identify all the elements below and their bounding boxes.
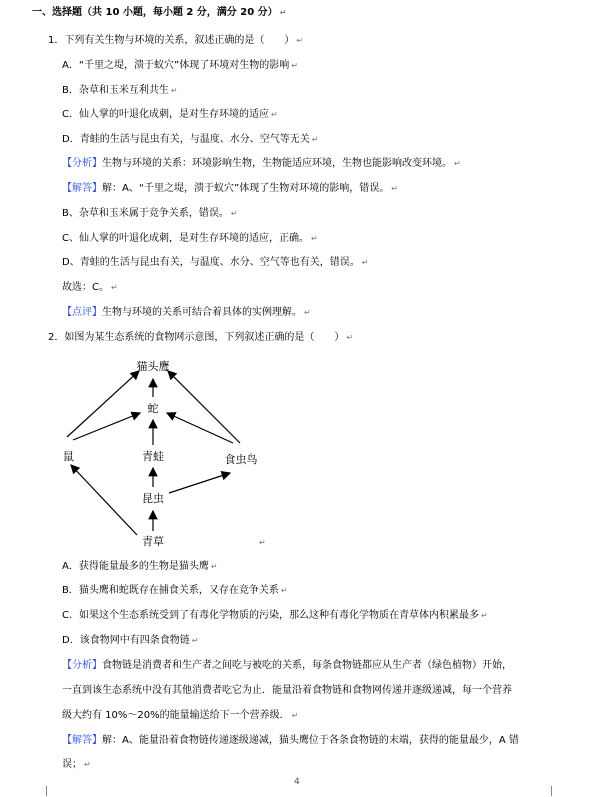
node-mouse: 鼠 [63,450,74,463]
q1-option-a: A．“千里之堤，溃于蚁穴”体现了环境对生物的影响 ↵ [62,60,298,71]
arrow-mouse-owl [67,371,139,437]
q1-stem: 1．下列有关生物与环境的关系，叙述正确的是（ ） ↵ [48,35,304,46]
arrow-insect-bird [169,473,230,493]
corner-mark-left [46,786,47,796]
q1-answer-line-3: C、仙人掌的叶退化成刺，是对生存环境的适应，正确。 ↵ [62,233,318,244]
node-insect: 昆虫 [142,492,164,505]
node-owl: 猫头鹰 [136,360,170,373]
q2-stem: 2．如图为某生态系统的食物网示意图，下列叙述正确的是（ ） ↵ [48,332,354,343]
analysis-tag: 【分析】 [62,660,102,671]
corner-mark-right [551,786,552,796]
food-web-diagram [55,355,275,550]
answer-tag: 【解答】 [62,735,102,746]
q1-answer-line-5: 故选：C。 ↵ [62,282,118,293]
q2-answer-line-1: 【解答】解：A、能量沿着食物链传递逐级递减，猫头鹰位于各条食物链的末端，获得的能量最少，A 错 [62,735,519,746]
q2-answer-line-2: 误； ↵ [62,759,91,770]
q2-option-c: C．如果这个生态系统受到了有毒化学物质的污染，那么这种有毒化学物质在青草体内积累最多 ↵ [62,610,488,621]
q2-option-d: D．该食物网中有四条食物链 ↵ [62,635,199,646]
q2-analysis-line-2: 一直到该生态系统中没有其他消费者吃它为止．能量沿着食物链和食物网传递并逐级递减，每一个营养 [62,685,512,696]
q1-option-d: D．青蛙的生活与昆虫有关，与温度、水分、空气等无关 ↵ [62,134,319,145]
node-grass: 青草 [142,535,164,548]
q2-option-a: A．获得能量最多的生物是猫头鹰 ↵ [62,561,218,572]
q2-analysis-line-3: 级大约有 10%～20%的能量输送给下一个营养级． ↵ [62,710,299,721]
q1-answer-line-4: D、青蛙的生活与昆虫有关，与温度、水分、空气等也有关，错误。 ↵ [62,257,369,268]
q1-analysis: 【分析】生物与环境的关系：环境影响生物，生物能适应环境，生物也能影响改变环境。 ↵ [62,158,461,169]
q1-answer-line-1: 【解答】解：A、“千里之堤，溃于蚁穴”体现了生物对环境的影响，错误。 ↵ [62,183,398,194]
arrow-grass-mouse [71,465,137,535]
q2-analysis-line-1: 【分析】食物链是消费者和生产者之间吃与被吃的关系，每条食物链都应从生产者（绿色植物）开始， [62,660,512,671]
node-bird: 食虫鸟 [224,453,258,466]
q1-comment: 【点评】生物与环境的关系可结合着具体的实例理解。 ↵ [62,307,311,318]
node-snake: 蛇 [147,402,159,415]
q1-option-b: B．杂草和玉米互利共生 ↵ [62,85,178,96]
section-title: 一、选择题（共 10 小题，每小题 2 分，满分 20 分） ↵ [32,7,287,18]
arrow-bird-owl [168,371,240,443]
q1-answer-line-2: B、杂草和玉米属于竞争关系，错误。 ↵ [62,208,238,219]
q1-option-c: C．仙人掌的叶退化成刺，是对生存环境的适应 ↵ [62,109,278,120]
page-number: 4 [294,777,300,787]
comment-tag: 【点评】 [62,307,102,318]
q2-option-b: B．猫头鹰和蛇既存在捕食关系，又存在竞争关系 ↵ [62,585,288,596]
analysis-tag: 【分析】 [62,158,102,169]
diagram-paragraph-mark: ↵ [259,538,266,547]
node-frog: 青蛙 [142,450,164,463]
arrow-bird-snake [167,413,233,443]
answer-tag: 【解答】 [62,183,102,194]
arrow-mouse-snake [73,413,140,440]
